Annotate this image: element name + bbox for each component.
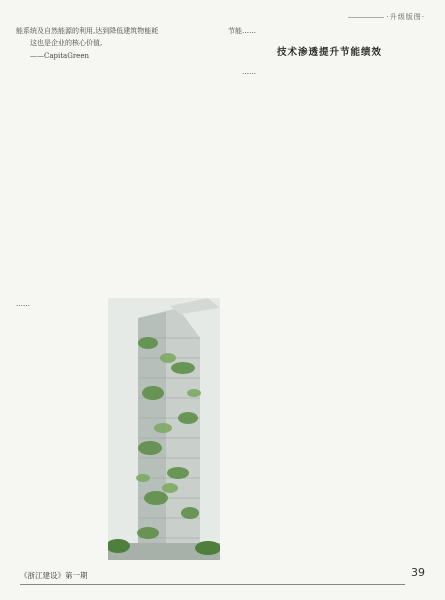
page-number: 39 xyxy=(411,566,425,579)
left-paragraph-3: ——CapitaGreen xyxy=(30,51,89,60)
left-column xyxy=(16,25,216,62)
section-tag xyxy=(348,12,425,22)
journal-name: 《浙江建设》第一期 xyxy=(20,571,88,580)
left-paragraph-1: 能系统及自然能源的利用,达到降低建筑物能耗 xyxy=(16,27,159,35)
building-photo xyxy=(108,298,220,560)
right-paragraph-1: …… xyxy=(242,67,256,76)
tag-divider xyxy=(348,17,384,18)
left-paragraph-2: 这也是企业的核心价值, xyxy=(30,39,103,48)
left-tail-column xyxy=(16,298,101,310)
section-tag-label: ·升级版图· xyxy=(386,13,425,21)
section-heading: 技术渗透提升节能绩效 xyxy=(276,47,382,59)
green-tower-image xyxy=(108,298,220,560)
right-intro: 节能…… xyxy=(228,27,256,35)
left-tail-paragraph-1: …… xyxy=(16,300,30,308)
footer-rule xyxy=(20,584,405,585)
right-column xyxy=(228,25,431,78)
